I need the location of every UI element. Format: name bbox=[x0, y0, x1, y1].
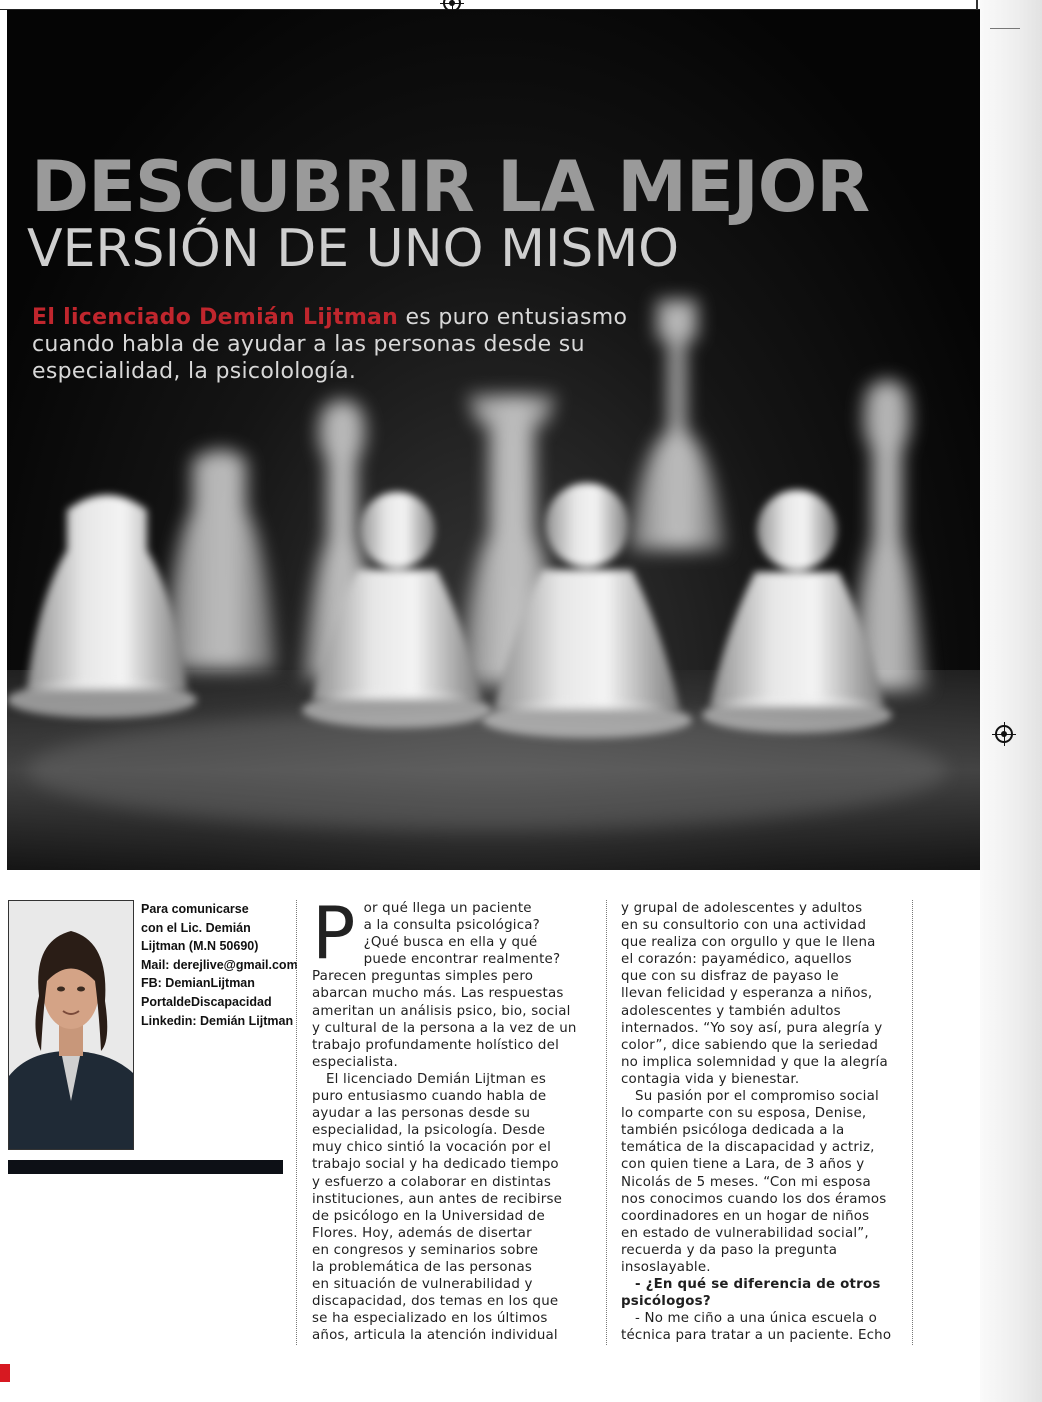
contact-facebook: FB: DemianLijtman bbox=[141, 976, 255, 991]
hero-image bbox=[7, 10, 980, 870]
text-line: y grupal de adolescentes y adultos bbox=[621, 901, 863, 916]
text-line: Nicolás de 5 meses. “Con mi esposa bbox=[621, 1174, 871, 1190]
text-line: en su consultorio con una actividad bbox=[621, 918, 867, 934]
text-line: especialista. bbox=[312, 1054, 398, 1070]
headline: DESCUBRIR LA MEJOR bbox=[31, 146, 870, 228]
text-line: Flores. Hoy, además de disertar bbox=[312, 1225, 532, 1241]
text-line: y cultural de la persona a la vez de un bbox=[312, 1020, 577, 1036]
text-line: a la consulta psicológica? bbox=[363, 918, 540, 934]
article-column-2 bbox=[621, 900, 906, 1344]
question-line: psicólogos? bbox=[621, 1294, 711, 1310]
text-line: técnica para tratar a un paciente. Echo bbox=[621, 1328, 892, 1344]
page-edge-strip bbox=[980, 0, 1042, 1402]
column-separator bbox=[296, 900, 297, 1345]
text-line: se ha especializado en los últimos bbox=[312, 1311, 548, 1327]
text-line: ameritan un análisis psico, bio, social bbox=[312, 1003, 571, 1019]
text-line: trabajo profundamente holístico del bbox=[312, 1037, 559, 1053]
text-line: instituciones, aun antes de recibirse bbox=[312, 1191, 563, 1207]
text-line: muy chico sintió la vocación por el bbox=[312, 1140, 551, 1156]
column-separator bbox=[606, 900, 607, 1345]
text-line: con quien tiene a Lara, de 3 años y bbox=[621, 1157, 865, 1173]
contact-linkedin: Linkedin: Demián Lijtman bbox=[141, 1013, 294, 1028]
text-line: en congresos y seminarios sobre bbox=[312, 1242, 539, 1258]
text-line: que realiza con orgullo y que le llena bbox=[621, 935, 876, 951]
contact-line: con el Lic. Demián bbox=[141, 920, 251, 935]
text-line: que con su disfraz de payaso le bbox=[621, 969, 839, 985]
text-line: Parecen preguntas simples pero bbox=[312, 969, 534, 985]
text-line: insoslayable. bbox=[621, 1259, 711, 1275]
text-line: - No me ciño a una única escuela o bbox=[635, 1311, 878, 1327]
text-line: color”, dice sabiendo que la seriedad bbox=[621, 1037, 879, 1053]
text-line: nos conocimos cuando los dos éramos bbox=[621, 1191, 887, 1207]
text-line: puede encontrar realmente? bbox=[363, 952, 561, 968]
text-line: puro entusiasmo cuando habla de bbox=[312, 1089, 547, 1105]
text-line: lo comparte con su esposa, Denise, bbox=[621, 1106, 867, 1122]
subheadline: VERSIÓN DE UNO MISMO bbox=[27, 219, 680, 279]
contact-line: Para comunicarse bbox=[141, 902, 249, 916]
contact-facebook-page: PortaldeDiscapacidad bbox=[141, 994, 272, 1009]
text-line: recuerda y da paso la pregunta bbox=[621, 1242, 838, 1258]
text-line: internados. “Yo soy así, pura alegría y bbox=[621, 1020, 883, 1036]
column-separator bbox=[912, 900, 913, 1345]
text-line: or qué llega un paciente bbox=[363, 901, 532, 916]
portrait-illustration bbox=[9, 901, 133, 1149]
text-line: ayudar a las personas desde su bbox=[312, 1106, 531, 1122]
edge-dash bbox=[990, 28, 1020, 29]
text-line: discapacidad, dos temas en los que bbox=[312, 1294, 559, 1310]
text-line: años, articula la atención individual bbox=[312, 1328, 558, 1344]
text-line: la problemática de las personas bbox=[312, 1259, 533, 1275]
caption-bar bbox=[8, 1160, 283, 1174]
article-column-1 bbox=[312, 891, 597, 1344]
text-line: también psicóloga dedicada a la bbox=[621, 1123, 845, 1139]
text-line: abarcan mucho más. Las respuestas bbox=[312, 986, 564, 1002]
chess-pieces-illustration bbox=[7, 10, 980, 870]
intro-paragraph bbox=[32, 304, 682, 385]
drop-cap: P bbox=[312, 891, 356, 975]
top-crop-line bbox=[0, 0, 980, 10]
text-line: ¿Qué busca en ella y qué bbox=[363, 935, 538, 951]
text-line: llevan felicidad y esperanza a niños, bbox=[621, 986, 873, 1002]
text-line: el corazón: payamédico, aquellos bbox=[621, 952, 852, 968]
text-line: no implica solemnidad y que la alegría bbox=[621, 1054, 888, 1070]
contact-info bbox=[141, 900, 298, 1030]
text-line: temática de la discapacidad y actriz, bbox=[621, 1140, 875, 1156]
intro-name: El licenciado Demián Lijtman bbox=[32, 305, 399, 330]
text-line: coordinadores en un hogar de niños bbox=[621, 1208, 870, 1224]
text-line: de psicólogo en la Universidad de bbox=[312, 1208, 545, 1224]
registration-mark-right-icon bbox=[995, 725, 1013, 743]
contact-line: Lijtman (M.N 50690) bbox=[141, 939, 259, 954]
text-line: y esfuerzo a colaborar en distintas bbox=[312, 1174, 551, 1190]
contact-email: Mail: derejlive@gmail.com bbox=[141, 957, 298, 972]
portrait-photo bbox=[8, 900, 134, 1150]
corner-accent bbox=[0, 1364, 10, 1382]
text-line: en estado de vulnerabilidad social”, bbox=[621, 1225, 869, 1241]
text-line: trabajo social y ha dedicado tiempo bbox=[312, 1157, 559, 1173]
question-line: - ¿En qué se diferencia de otros bbox=[635, 1277, 881, 1293]
text-line: especialidad, la psicología. Desde bbox=[312, 1123, 546, 1139]
text-line: en situación de vulnerabilidad y bbox=[312, 1277, 533, 1293]
intro-text: es puro entusiasmo cuando habla de ayudar a las personas desde su especialidad, la psicolología. bbox=[32, 305, 628, 384]
text-line: contagia vida y bienestar. bbox=[621, 1071, 800, 1087]
text-line: El licenciado Demián Lijtman es bbox=[326, 1071, 547, 1087]
text-line: Su pasión por el compromiso social bbox=[635, 1089, 879, 1105]
text-line: adolescentes y también adultos bbox=[621, 1003, 841, 1019]
